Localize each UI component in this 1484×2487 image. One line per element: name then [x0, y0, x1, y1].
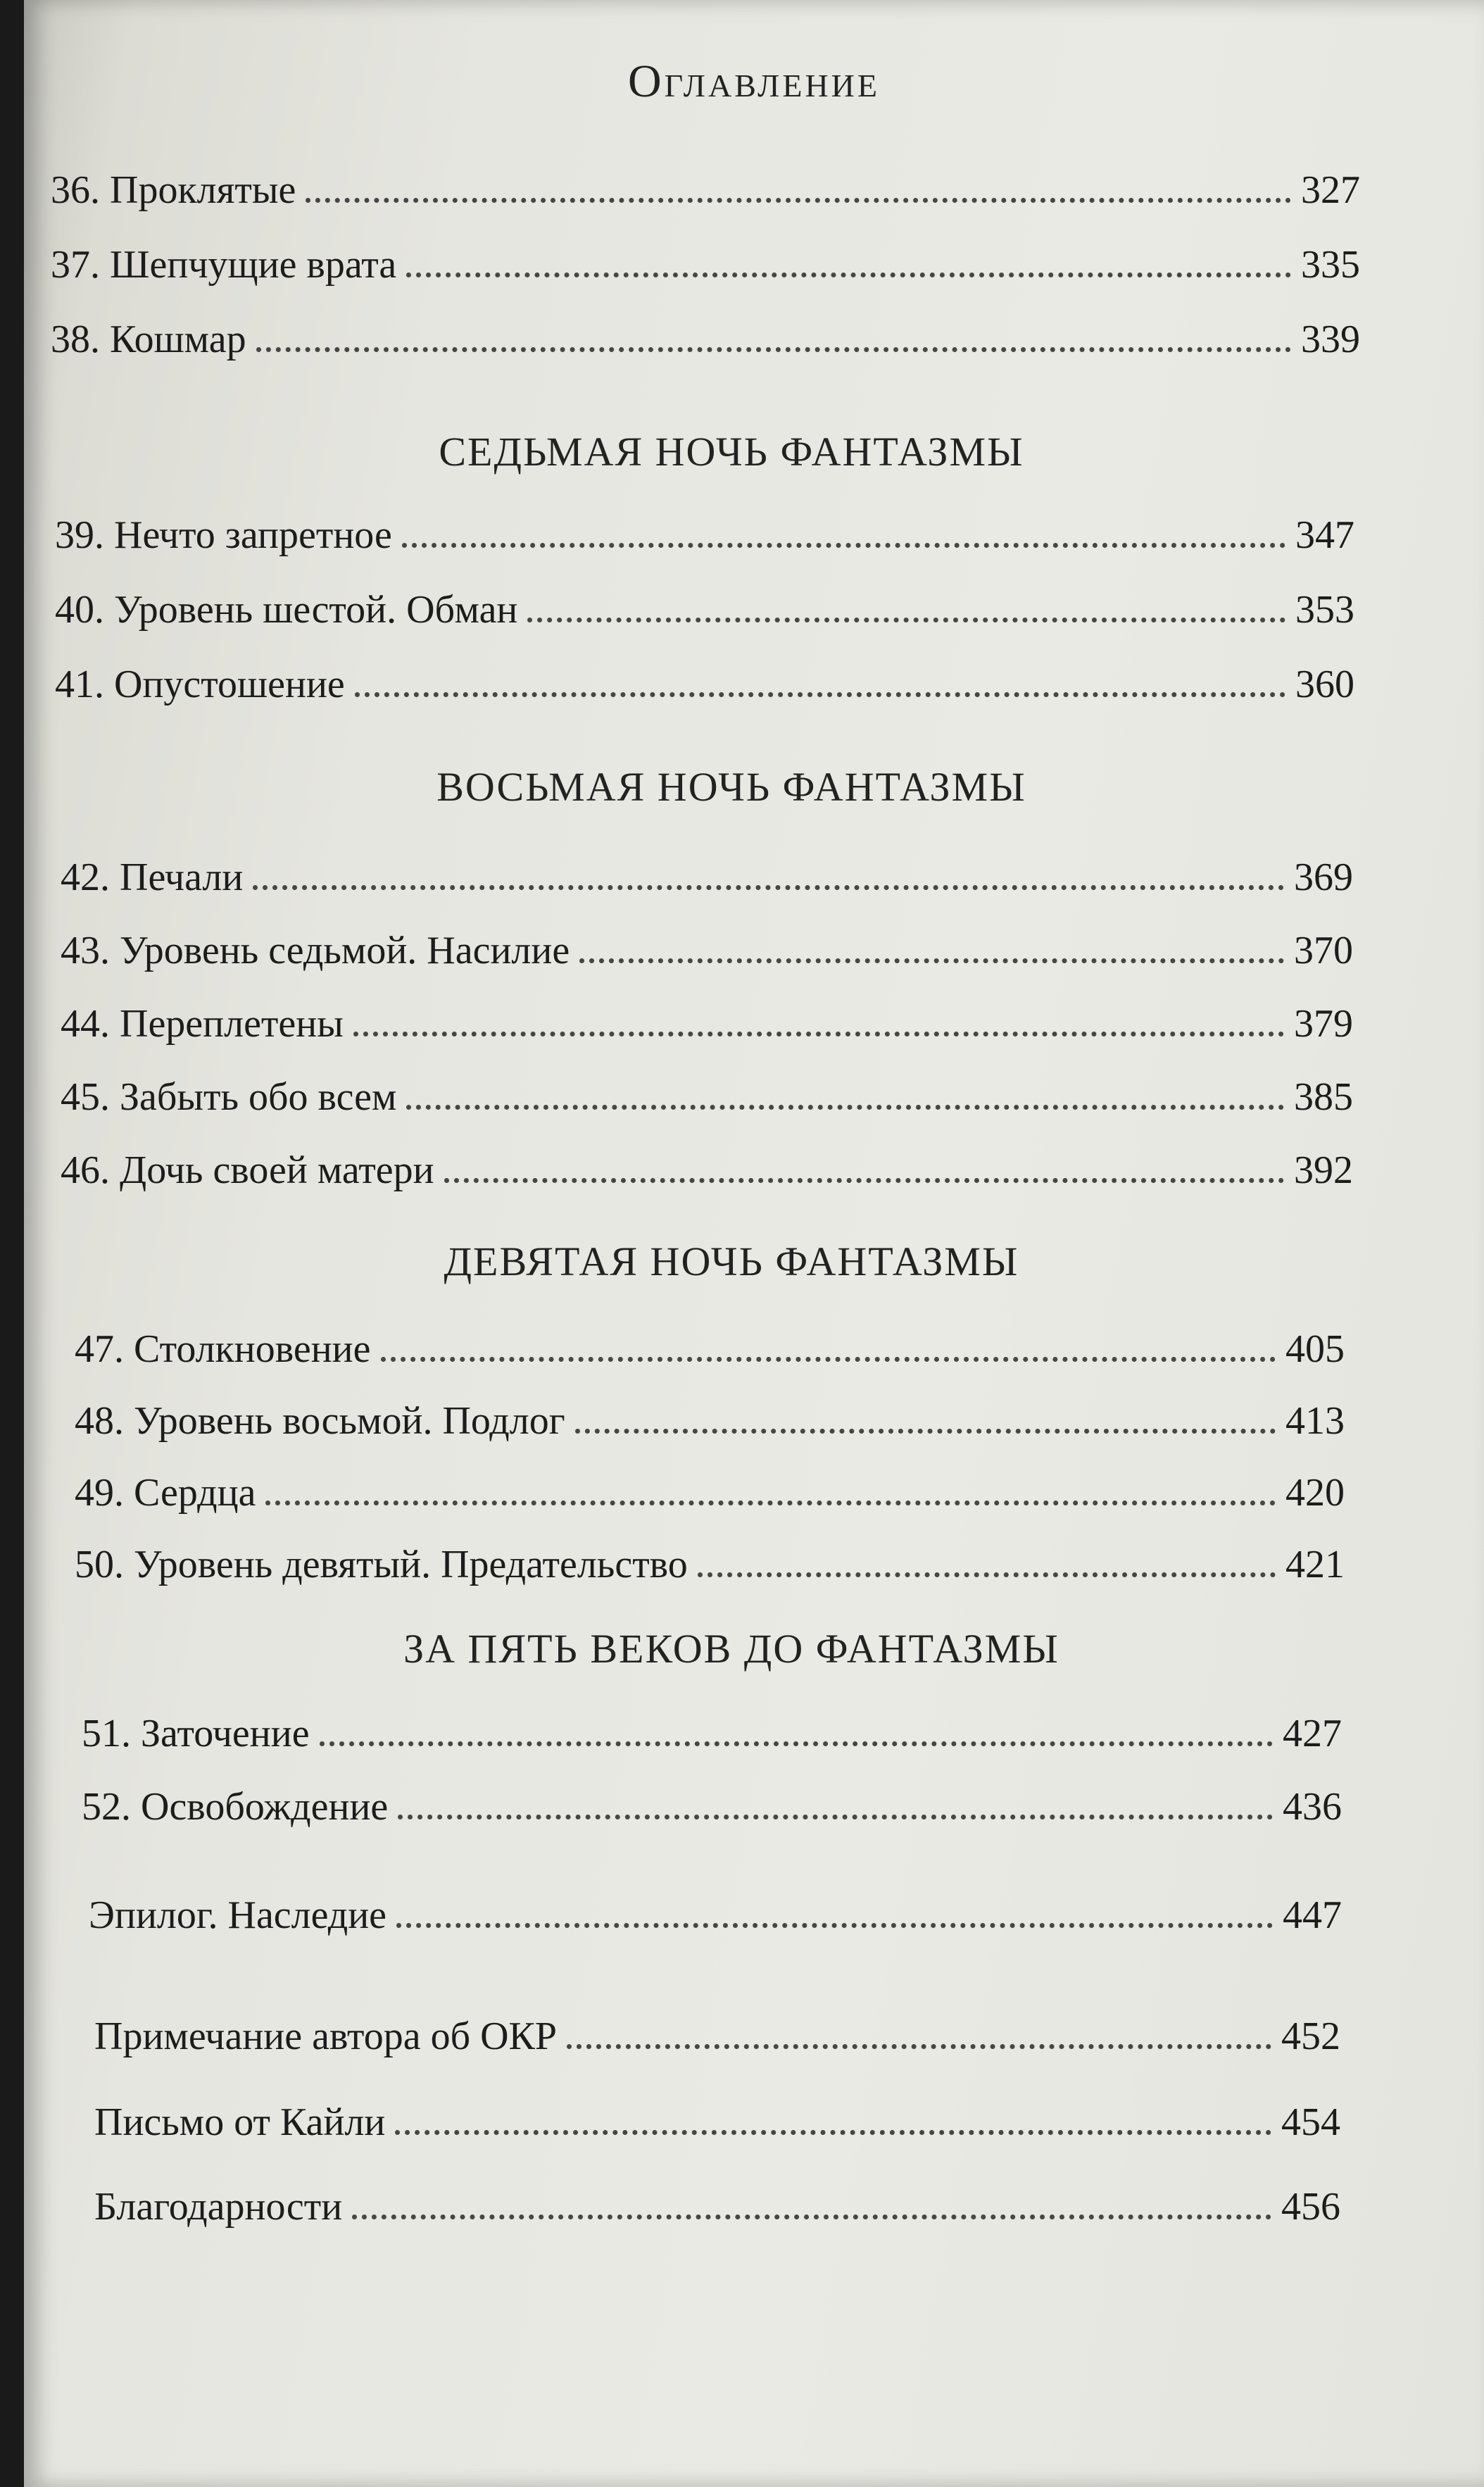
dot-leader	[353, 1031, 1284, 1036]
toc-entry	[51, 306, 1360, 362]
dot-leader	[396, 1922, 1273, 1928]
toc-entry	[82, 1773, 1342, 1829]
section-heading: ДЕВЯТАЯ НОЧЬ ФАНТАЗМЫ	[444, 1239, 1019, 1284]
entry-title: 45. Забыть обо всем	[61, 1075, 397, 1119]
section-heading: ВОСЬМАЯ НОЧЬ ФАНТАЗМЫ	[436, 764, 1026, 810]
entry-title: 43. Уровень седьмой. Насилие	[61, 929, 570, 972]
dot-leader	[320, 1741, 1273, 1746]
toc-entry	[94, 2003, 1340, 2059]
toc-entry	[94, 2173, 1340, 2229]
entry-page-number: 421	[1285, 1543, 1345, 1586]
entry-title: 37. Шепчущие врата	[51, 243, 397, 287]
toc-entry	[75, 1531, 1345, 1587]
entry-title: 42. Печали	[61, 856, 244, 899]
dot-leader	[381, 1356, 1276, 1362]
entry-page-number: 392	[1294, 1148, 1353, 1192]
entry-title: 48. Уровень восьмой. Подлог	[75, 1399, 565, 1443]
toc-entry	[94, 2088, 1340, 2145]
book-page	[24, 0, 1484, 2487]
entry-title: Примечание автора об ОКР	[94, 2015, 558, 2058]
entry-page-number: 327	[1301, 168, 1360, 212]
entry-page-number: 436	[1283, 1785, 1342, 1829]
dot-leader	[402, 542, 1285, 548]
entry-title: 39. Нечто запретное	[55, 513, 392, 557]
section-heading: СЕДЬМАЯ НОЧЬ ФАНТАЗМЫ	[439, 429, 1024, 475]
entry-page-number: 385	[1294, 1075, 1353, 1119]
entry-page-number: 360	[1295, 663, 1354, 706]
entry-title: 50. Уровень девятый. Предательство	[75, 1543, 688, 1586]
toc-entry	[89, 1881, 1342, 1938]
entry-page-number: 353	[1295, 588, 1354, 632]
entry-page-number: 369	[1294, 856, 1353, 899]
dot-leader	[406, 1104, 1284, 1110]
dot-leader	[398, 1814, 1273, 1819]
toc-entry	[51, 231, 1360, 287]
dot-leader	[265, 1500, 1276, 1505]
entry-title: Благодарности	[94, 2185, 343, 2229]
entry-page-number: 420	[1285, 1471, 1345, 1515]
entry-title: 36. Проклятые	[51, 168, 296, 212]
entry-title: 44. Переплетены	[61, 1002, 344, 1046]
entry-title: 52. Освобождение	[82, 1785, 389, 1829]
dot-leader	[352, 2214, 1271, 2219]
dot-leader	[579, 958, 1284, 963]
toc-entry	[61, 844, 1353, 900]
section-heading: ЗА ПЯТЬ ВЕКОВ ДО ФАНТАЗМЫ	[403, 1626, 1059, 1672]
entry-page-number: 347	[1295, 513, 1354, 557]
toc-entry	[75, 1387, 1345, 1443]
dot-leader	[395, 2129, 1271, 2135]
dot-leader	[406, 272, 1291, 277]
entry-title: 38. Кошмар	[51, 318, 246, 361]
entry-title: 47. Столкновение	[75, 1327, 371, 1371]
toc-entry	[61, 1063, 1353, 1120]
entry-title: Письмо от Кайли	[94, 2100, 386, 2144]
toc-entry	[61, 990, 1353, 1046]
dot-leader	[575, 1428, 1276, 1434]
toc-entry	[61, 1136, 1353, 1193]
entry-title: Эпилог. Наследие	[89, 1893, 387, 1937]
entry-page-number: 405	[1285, 1327, 1345, 1371]
entry-page-number: 456	[1281, 2185, 1340, 2229]
dot-leader	[355, 691, 1285, 697]
entry-title: 41. Опустошение	[55, 663, 345, 706]
entry-page-number: 454	[1281, 2100, 1340, 2144]
entry-page-number: 447	[1283, 1893, 1342, 1937]
entry-page-number: 427	[1283, 1712, 1342, 1755]
toc-entry	[75, 1459, 1345, 1515]
toc-entry	[82, 1700, 1342, 1756]
dot-leader	[253, 884, 1284, 890]
entry-title: 49. Сердца	[75, 1471, 256, 1515]
entry-page-number: 413	[1285, 1399, 1345, 1443]
toc-entry	[55, 501, 1354, 558]
toc-entry	[51, 156, 1360, 213]
page-title: Оглавление	[628, 56, 880, 107]
dot-leader	[306, 197, 1291, 203]
entry-title: 51. Заточение	[82, 1712, 310, 1755]
dot-leader	[444, 1177, 1284, 1183]
dot-leader	[527, 617, 1285, 622]
toc-entry	[55, 576, 1354, 632]
entry-title: 40. Уровень шестой. Обман	[55, 588, 518, 632]
dot-leader	[256, 346, 1291, 352]
entry-page-number: 452	[1281, 2015, 1340, 2058]
entry-page-number: 379	[1294, 1002, 1353, 1046]
dot-leader	[567, 2043, 1271, 2049]
toc-entry	[55, 651, 1354, 707]
dot-leader	[698, 1572, 1276, 1577]
entry-page-number: 370	[1294, 929, 1353, 972]
entry-page-number: 339	[1301, 318, 1360, 361]
toc-entry	[61, 917, 1353, 973]
entry-title: 46. Дочь своей матери	[61, 1148, 434, 1192]
entry-page-number: 335	[1301, 243, 1360, 287]
toc-entry	[75, 1315, 1345, 1372]
